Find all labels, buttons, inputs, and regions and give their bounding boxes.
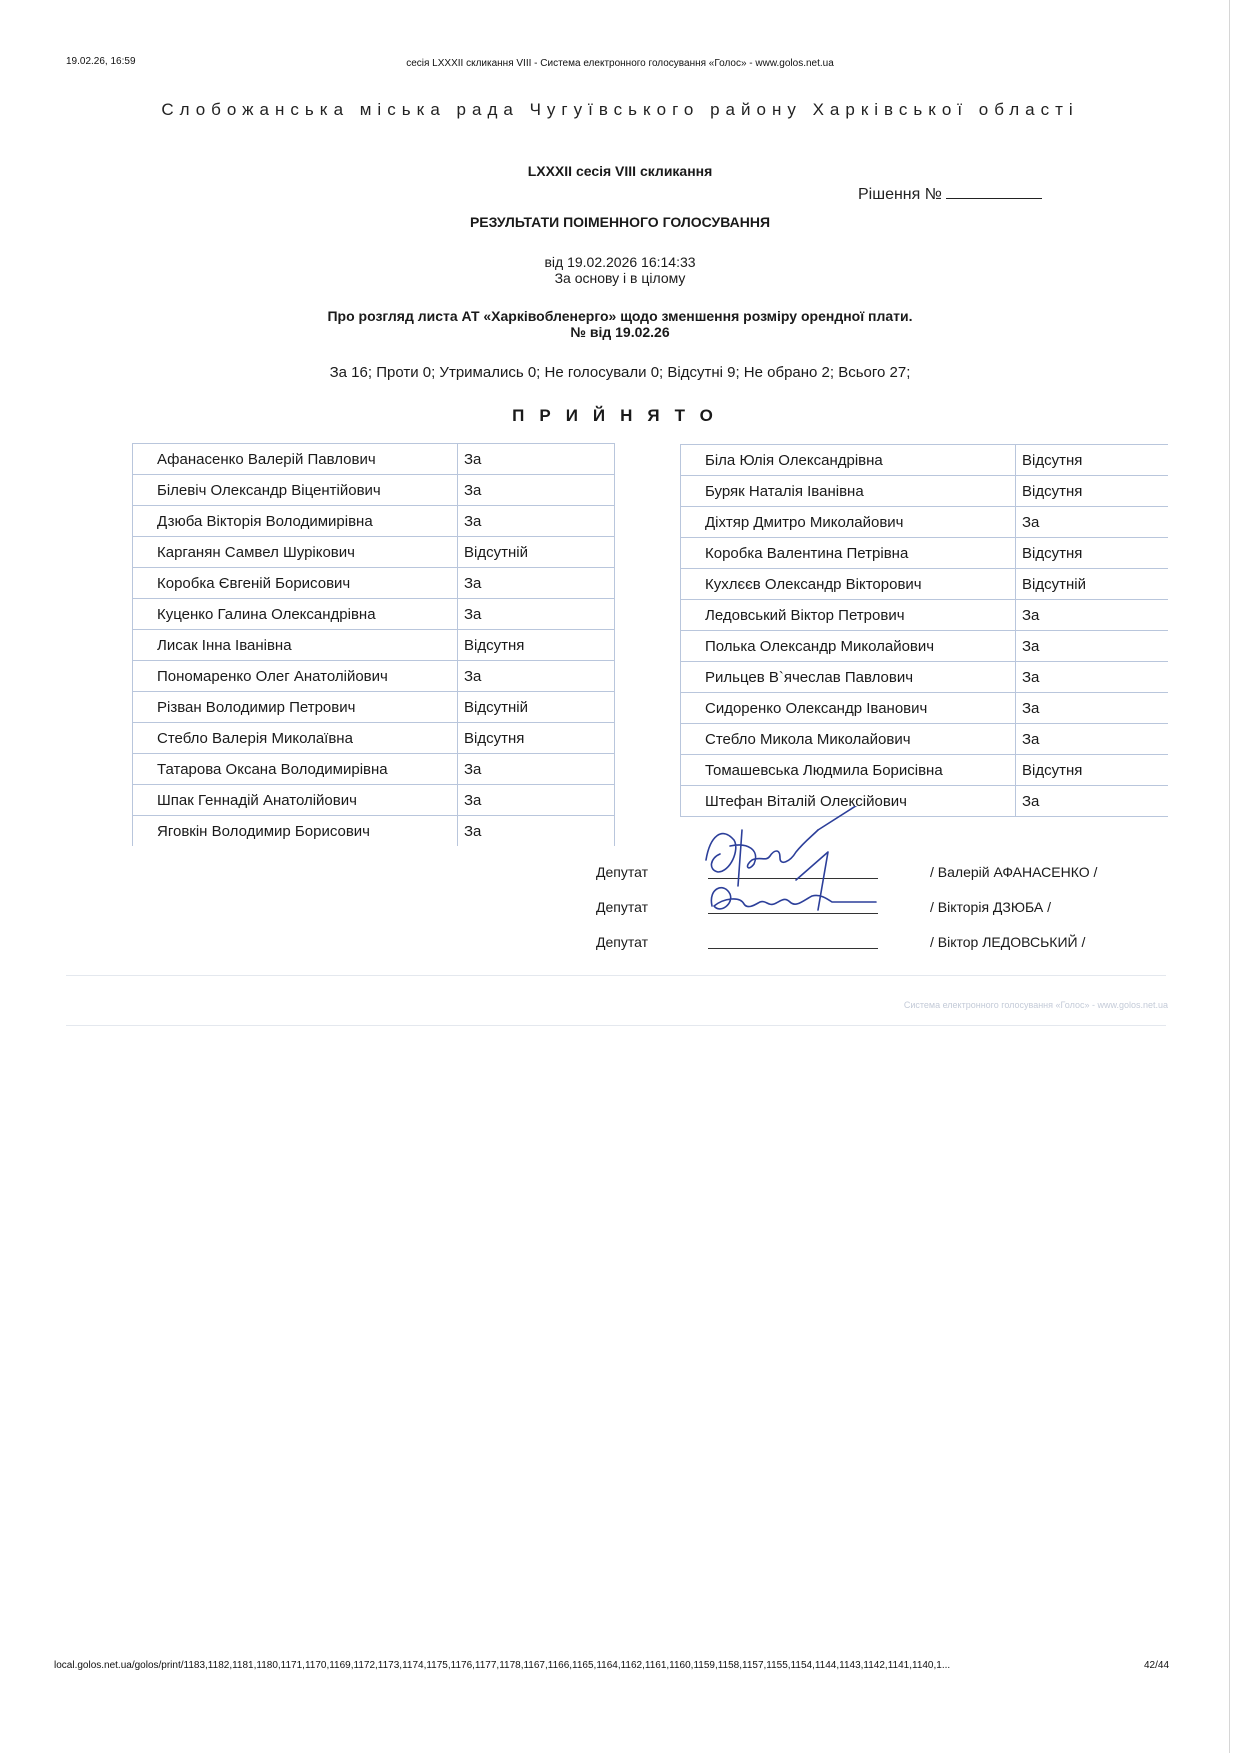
signature-label: Депутат (596, 899, 648, 915)
vote-row (133, 475, 615, 506)
deputy-name: Пономаренко Олег Анатолійович (133, 661, 458, 692)
vote-row (681, 724, 1169, 755)
vote-row (681, 693, 1169, 724)
vote-row (133, 692, 615, 723)
print-header (66, 56, 1174, 72)
vote-row (133, 537, 615, 568)
vote-value: За (458, 661, 615, 692)
signatory-name: / Валерій АФАНАСЕНКО / (930, 864, 1098, 880)
session-title: LXXXII сесія VIII скликання (527, 163, 713, 179)
council-name: Слобожанська міська рада Чугуївського району Харківської області (161, 100, 1079, 119)
vote-datetime: від 19.02.2026 16:14:33 (544, 254, 696, 270)
vote-value: Відсутня (458, 630, 615, 661)
signatory-name: / Вікторія ДЗЮБА / (930, 899, 1051, 915)
vote-row (681, 569, 1169, 600)
vote-row (681, 476, 1169, 507)
handwritten-signatures (700, 806, 890, 926)
decision-number (858, 184, 1042, 204)
deputy-name: Коробка Євгеній Борисович (133, 568, 458, 599)
vote-row (133, 661, 615, 692)
subject-line-2: № від 19.02.26 (570, 324, 670, 340)
vote-basis: За основу і в цілому (554, 270, 686, 286)
vote-value: За (1016, 631, 1169, 662)
deputy-name: Афанасенко Валерій Павлович (133, 444, 458, 475)
deputy-name: Діхтяр Дмитро Миколайович (681, 507, 1016, 538)
deputy-name: Полька Олександр Миколайович (681, 631, 1016, 662)
print-datetime: 19.02.26, 16:59 (66, 56, 136, 67)
print-url: local.golos.net.ua/golos/print/1183,1182,1181,1180,1171,1170,1169,1172,1173,1174,1175,1176,1177,1178,1167,1166,1165,1164,1162,1161,1160,1159,1158,1157,1155,1154,1144,1143,1142,1141,1140,1... (54, 1660, 951, 1671)
vote-value: За (458, 754, 615, 785)
vote-value: Відсутня (1016, 538, 1169, 569)
divider (66, 1025, 1166, 1026)
vote-value: За (458, 506, 615, 537)
vote-row (133, 785, 615, 816)
agenda-subject (0, 308, 1240, 340)
deputy-name: Дзюба Вікторія Володимирівна (133, 506, 458, 537)
deputy-name: Томашевська Людмила Борисівна (681, 755, 1016, 786)
signatory-name: / Віктор ЛЕДОВСЬКИЙ / (930, 934, 1086, 950)
deputy-name: Біла Юлія Олександрівна (681, 445, 1016, 476)
deputy-name: Коробка Валентина Петрівна (681, 538, 1016, 569)
vote-value: За (1016, 507, 1169, 538)
signature-label: Депутат (596, 864, 648, 880)
vote-row (133, 506, 615, 537)
vote-value: За (458, 475, 615, 506)
vote-row (681, 538, 1169, 569)
vote-value: За (458, 599, 615, 630)
deputy-name: Шпак Геннадій Анатолійович (133, 785, 458, 816)
vote-value: За (1016, 786, 1169, 817)
vote-row (681, 755, 1169, 786)
vote-row (681, 600, 1169, 631)
vote-info (0, 254, 1240, 286)
votes-table-right (680, 444, 1168, 817)
deputy-name: Лисак Інна Іванівна (133, 630, 458, 661)
signature-line (708, 948, 878, 949)
vote-value: За (458, 568, 615, 599)
vote-value: Відсутня (1016, 445, 1169, 476)
vote-value: За (458, 785, 615, 816)
system-footer: Система електронного голосування «Голос» - www.golos.net.ua (903, 1000, 1168, 1010)
signature-label: Депутат (596, 934, 648, 950)
vote-row (681, 507, 1169, 538)
deputy-name: Буряк Наталія Іванівна (681, 476, 1016, 507)
results-title: РЕЗУЛЬТАТИ ПОІМЕННОГО ГОЛОСУВАННЯ (469, 214, 771, 230)
vote-value: За (1016, 693, 1169, 724)
deputy-name: Білевіч Олександр Віцентійович (133, 475, 458, 506)
vote-value: За (458, 444, 615, 475)
vote-value: Відсутній (458, 537, 615, 568)
vote-row (133, 568, 615, 599)
deputy-name: Рильцев В`ячеслав Павлович (681, 662, 1016, 693)
subject-line-1: Про розгляд листа АТ «Харківобленерго» щодо зменшення розміру орендної плати. (327, 308, 913, 324)
deputy-name: Татарова Оксана Володимирівна (133, 754, 458, 785)
decision-label: Рішення № (858, 186, 942, 203)
vote-row (681, 631, 1169, 662)
vote-value: Відсутня (458, 723, 615, 754)
deputy-name: Карганян Самвел Шурікович (133, 537, 458, 568)
vote-row (133, 630, 615, 661)
deputy-name: Яговкін Володимир Борисович (157, 822, 370, 840)
deputy-name: Стебло Микола Миколайович (681, 724, 1016, 755)
page-edge (1229, 0, 1230, 1753)
page-number: 42/44 (1144, 1660, 1170, 1671)
vote-row (133, 754, 615, 785)
deputy-name: Кухлєєв Олександр Вікторович (681, 569, 1016, 600)
deputy-name: Ледовський Віктор Петрович (681, 600, 1016, 631)
deputy-name: Стебло Валерія Миколаївна (133, 723, 458, 754)
deputy-name: Штефан Віталій Олексійович (681, 786, 1016, 817)
vote-row (133, 816, 615, 847)
vote-value: За (1016, 724, 1169, 755)
votes-table-left (132, 443, 615, 846)
deputy-name: Сидоренко Олександр Іванович (681, 693, 1016, 724)
vote-value: За (1016, 662, 1169, 693)
deputy-name: Куценко Галина Олександрівна (133, 599, 458, 630)
vote-row (133, 599, 615, 630)
vote-row (681, 445, 1169, 476)
print-title: сесія LXXXII скликання VIII - Система електронного голосування «Голос» - www.golos.net.ua (406, 58, 834, 69)
divider (66, 975, 1166, 976)
vote-row (681, 662, 1169, 693)
vote-value: Відсутній (458, 692, 615, 723)
decision-number-blank (946, 184, 1042, 199)
vote-value: Відсутня (1016, 755, 1169, 786)
vote-value: За (458, 816, 615, 847)
vote-value: Відсутня (1016, 476, 1169, 507)
vote-value: Відсутній (1016, 569, 1169, 600)
vote-summary: За 16; Проти 0; Утримались 0; Не голосували 0; Відсутні 9; Не обрано 2; Всього 27; (329, 364, 911, 381)
vote-outcome: ПРИЙНЯТО (512, 406, 728, 425)
vote-value: За (1016, 600, 1169, 631)
deputy-name: Різван Володимир Петрович (133, 692, 458, 723)
vote-row (133, 444, 615, 475)
vote-row (133, 723, 615, 754)
